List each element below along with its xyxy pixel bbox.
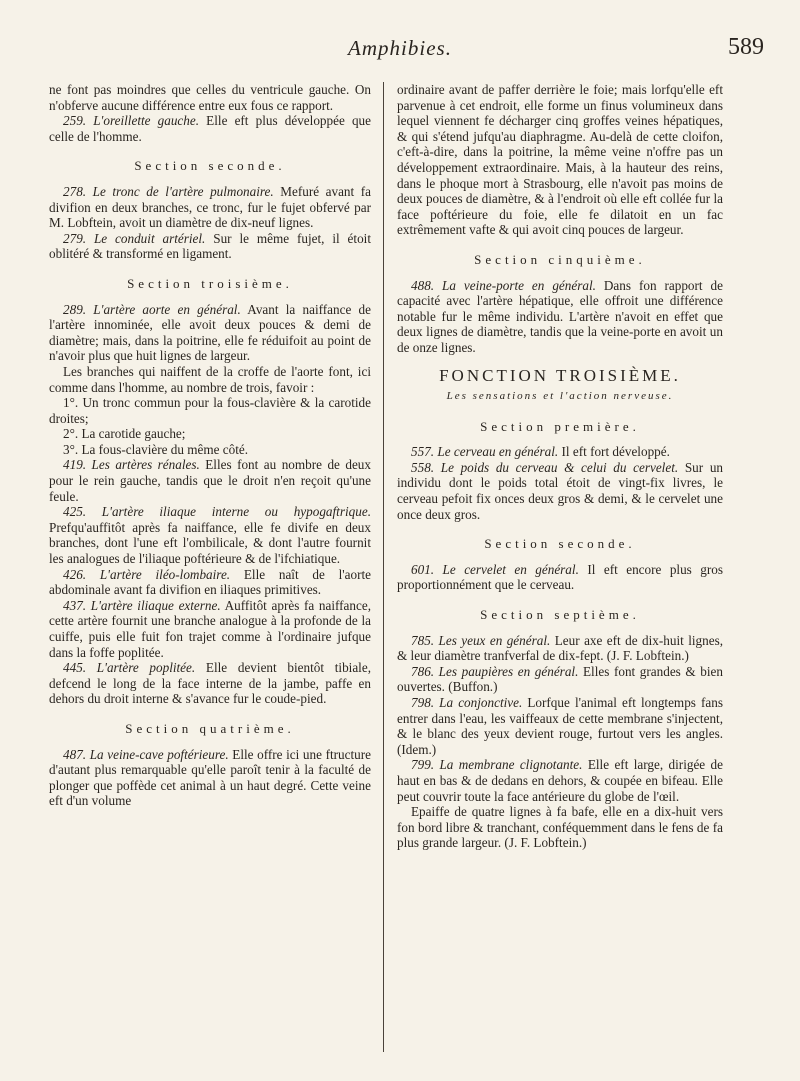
left-column bbox=[49, 82, 371, 809]
paragraph-lead: 259. L'oreillette gauche. bbox=[63, 113, 200, 129]
paragraph-text: Dans fon rapport de capacité avec l'artère hépatique, elle offroit une différence notable fur le même individu. L'artère n'avoit en effet que deux lignes de diamètre, tandis que la veine-porte en avoit un de onze lignes. bbox=[397, 277, 723, 355]
paragraph-text: Sur le même fujet, il étoit oblitéré & transformé en ligament. bbox=[49, 230, 371, 262]
paragraph-text: Prefqu'auffitôt après fa naiffance, elle fe divife en deux branches, dont l'une eft l'ombilicale, & dont l'autre fournit les analogues de l'iliaque poftérieure & de l'ifchiatique. bbox=[49, 519, 371, 567]
section-heading: Section cinquième. bbox=[474, 251, 646, 267]
paragraph bbox=[49, 231, 371, 262]
paragraph-lead: 558. Le poids du cerveau & celui du cervelet. bbox=[411, 459, 679, 475]
paragraph-lead: 799. La membrane clignotante. bbox=[411, 757, 583, 773]
paragraph-text: Elle eft large, dirigée de haut en bas & de dedans en dehors, & coupée en bifeau. Elle peut couvrir toute la face antérieure du globe de l'œil. bbox=[397, 757, 723, 804]
function-subheading: Les sensations et l'action nerveuse. bbox=[446, 390, 674, 403]
paragraph bbox=[49, 113, 371, 144]
paragraph-text: Sur un individu dont le poids total étoit de vingt-fix livres, le cerveau pefoit fix onces deux gros & demi, & le cervelet une once deux gros. bbox=[397, 459, 724, 522]
paragraph bbox=[49, 457, 371, 504]
paragraph-lead: 289. L'artère aorte en général. bbox=[63, 301, 241, 317]
paragraph bbox=[397, 562, 723, 593]
paragraph-lead: 279. Le conduit artériel. bbox=[63, 230, 206, 246]
paragraph: ne font pas moindres que celles du ventricule gauche. On n'obferve aucune différence entre eux fous ce rapport. bbox=[49, 82, 371, 113]
paragraph bbox=[397, 278, 723, 356]
paragraph-lead: 785. Les yeux en général. bbox=[411, 632, 551, 648]
paragraph-text: Elle offre ici une ftructure d'autant plus remarquable qu'elle paroît tenir à la faculté de plonger que poffède cet animal à un haut degré. Cette veine eft d'un volume bbox=[49, 746, 371, 809]
paragraph bbox=[49, 504, 371, 566]
paragraph-text: Elle naît de l'aorte abdominale avant fa divifion en iliaques primitives. bbox=[49, 566, 371, 598]
paragraph-lead: 786. Les paupières en général. bbox=[411, 663, 579, 679]
paragraph bbox=[397, 633, 723, 664]
paragraph bbox=[49, 567, 371, 598]
section-heading: Section seconde. bbox=[134, 158, 286, 174]
paragraph-text: Mefuré avant fa divifion en deux branches, ce tronc, fur le fujet obfervé par M. Lobftein, avoit un diamètre de dix-neuf lignes. bbox=[49, 183, 371, 231]
paragraph-text: Avant la naiffance de l'artère innominée, elle avoit deux pouces & demi de diamètre; mais, dans la poitrine, elle fe réduifoit au point de n'avoir plus que huit lignes de largeur. bbox=[49, 301, 371, 364]
paragraph-text: Leur axe eft de dix-huit lignes, & leur diamètre tranfverfal de dix-fept. (J. F. Lobftein.) bbox=[397, 632, 723, 664]
paragraph: ordinaire avant de paffer derrière le foie; mais lorfqu'elle eft parvenue à cet endroit, elle forme un finus volumineux dans lequel viennent fe décharger cinq groffes veines hépatiques, & qui s'étend jufqu'au diaphragme. Au-delà de cette cloifon, c'eft-à-dire, dans la poitrine, la même veine n'offre pas un développement extraordinaire. Mais, à la hauteur des reins, dans le phoque mort à Strasbourg, elle n'avoit pas moins de deux pouces de diamètre, & à l'endroit où elle eft collée fur la face poftérieure du foie, elle fe dilatoit en un fac extrêmement vafte & qui avoit cinq pouces de largeur. bbox=[397, 82, 723, 238]
paragraph bbox=[397, 695, 723, 757]
paragraph bbox=[397, 664, 723, 695]
paragraph-lead: 487. La veine-cave poftérieure. bbox=[63, 746, 229, 762]
paragraph-lead: 419. Les artères rénales. bbox=[63, 457, 200, 473]
paragraph-lead: 445. L'artère poplitée. bbox=[63, 660, 196, 676]
section-heading: Section septième. bbox=[480, 607, 640, 623]
section-heading: Section première. bbox=[480, 418, 640, 434]
function-heading: FONCTION TROISIÈME. bbox=[439, 365, 681, 385]
paragraph bbox=[49, 747, 371, 809]
paragraph-lead: 278. Le tronc de l'artère pulmonaire. bbox=[63, 183, 274, 199]
list-item: 3°. La fous-clavière du même côté. bbox=[63, 441, 249, 457]
paragraph-lead: 557. Le cerveau en général. bbox=[411, 444, 559, 460]
paragraph-text: Elles font grandes & bien ouvertes. (Buffon.) bbox=[397, 663, 723, 695]
page-header bbox=[0, 32, 800, 72]
paragraph-lead: 798. La conjonctive. bbox=[411, 695, 523, 710]
paragraph-lead: 601. Le cervelet en général. bbox=[411, 561, 579, 577]
paragraph-text: Il eft encore plus gros proportionnément que le cerveau. bbox=[397, 561, 723, 593]
paragraph bbox=[49, 184, 371, 231]
paragraph bbox=[397, 444, 723, 460]
paragraph-lead: 488. La veine-porte en général. bbox=[411, 277, 596, 293]
paragraph-lead: 437. L'artère iliaque externe. bbox=[63, 597, 221, 613]
paragraph bbox=[397, 460, 723, 522]
paragraph bbox=[49, 598, 371, 660]
right-column bbox=[397, 82, 723, 851]
list-item: 2°. La carotide gauche; bbox=[63, 426, 186, 442]
paragraph-text: Auffitôt après fa naiffance, cette artère fournit une branche analogue à la profonde de la cuiffe, puis elle fuit fon trajet comme à l'ordinaire jufque dans la foffe poplitée. bbox=[49, 597, 371, 660]
paragraph bbox=[397, 757, 723, 804]
column-divider bbox=[383, 82, 384, 1052]
paragraph-lead: 426. L'artère iléo-lombaire. bbox=[63, 566, 231, 582]
paragraph-lead: 425. L'artère iliaque interne ou hypogaftrique. bbox=[63, 504, 371, 520]
section-heading: Section troisième. bbox=[127, 275, 293, 291]
running-title: Amphibies. bbox=[348, 36, 452, 60]
section-heading: Section seconde. bbox=[484, 536, 636, 552]
paragraph-text: Elles font au nombre de deux pour le rein gauche, tandis que le droit n'en reçoit qu'une feule. bbox=[49, 457, 371, 504]
paragraph-text: Elle eft plus développée que celle de l'homme. bbox=[49, 113, 371, 144]
paragraph-text: Lorfque l'animal eft longtemps fans entrer dans l'eau, les vaiffeaux de cette membrane s'injectent, & le blanc des yeux devient rouge, furtout vers les angles. (Idem.) bbox=[397, 695, 723, 757]
section-heading: Section quatrième. bbox=[125, 720, 295, 736]
paragraph: Les branches qui naiffent de la croffe de l'aorte font, ici comme dans l'homme, au nombre de trois, favoir : bbox=[49, 363, 371, 395]
paragraph-text: Il eft fort développé. bbox=[558, 444, 670, 460]
list-item: 1°. Un tronc commun pour la fous-clavière & la carotide droites; bbox=[49, 395, 371, 426]
paragraph bbox=[49, 660, 371, 707]
paragraph: Epaiffe de quatre lignes à fa bafe, elle en a dix-huit vers fon bord libre & tranchant, conféquemment dans le fens de fa plus grande largeur. (J. F. Lobftein.) bbox=[397, 804, 723, 851]
paragraph-text: Elle devient bientôt tibiale, defcend le long de la face interne de la jambe, paffe en dehors du droit interne & s'avance fur le coude-pied. bbox=[49, 660, 371, 707]
page-number: 589 bbox=[728, 34, 764, 60]
paragraph bbox=[49, 302, 371, 364]
